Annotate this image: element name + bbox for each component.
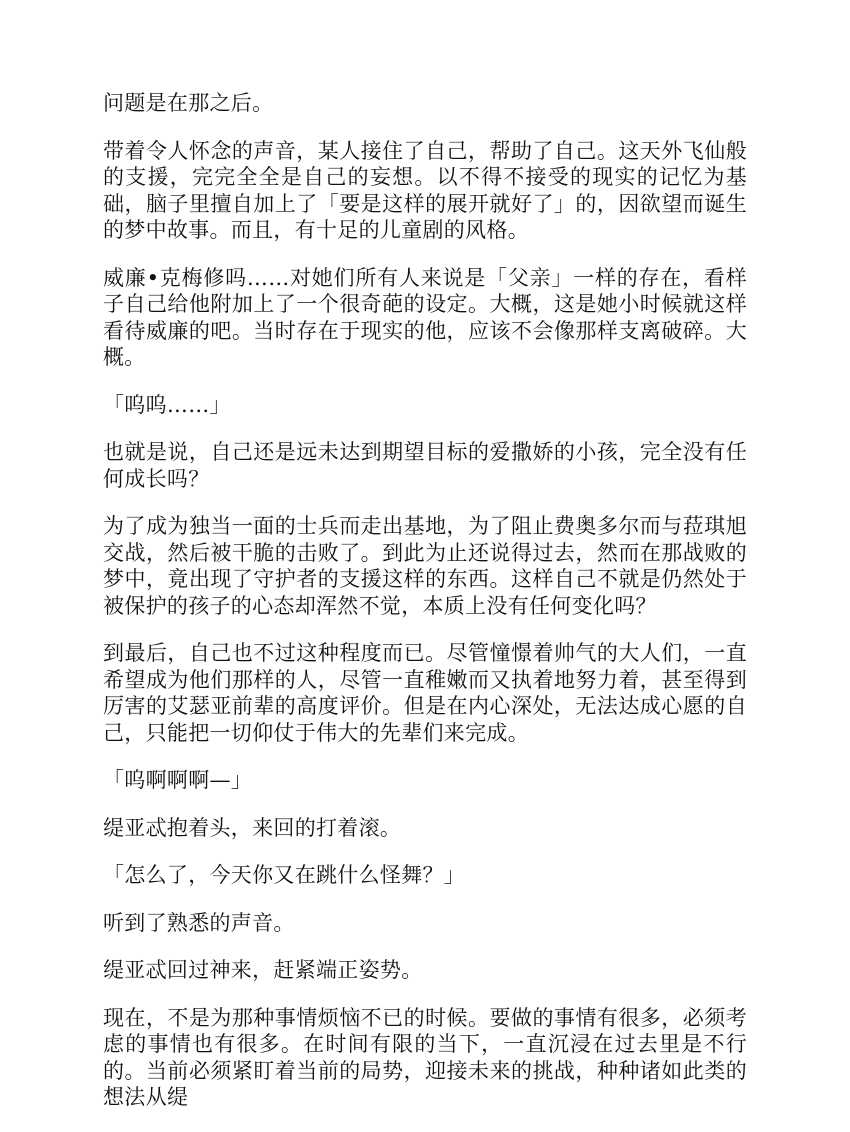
- paragraph-5: 也就是说，自己还是远未达到期望目标的爱撒娇的小孩，完全没有任何成长吗？: [103, 440, 747, 491]
- paragraph-12: 缇亚忒回过神来，赶紧端正姿势。: [103, 958, 423, 982]
- paragraph-4: 「呜呜……」: [103, 392, 231, 417]
- document-page: [103, 90, 747, 1132]
- paragraph-9: 缇亚忒抱着头，来回的打着滚。: [103, 815, 402, 840]
- paragraph-13: 现在，不是为那种事情烦恼不已的时候。要做的事情有很多，必须考虑的事情也有很多。在时间有限的当下，一直沉浸在过去里是不行的。当前必须紧盯着当前的局势，迎接未来的挑战，种种诸如此类的想法从缇: [103, 1005, 747, 1109]
- paragraph-11: 听到了熟悉的声音。: [103, 910, 295, 935]
- paragraph-7: 到最后，自己也不过这种程度而已。尽管憧憬着帅气的大人们，一直希望成为他们那样的人，尽管一直稚嫩而又执着地努力着，甚至得到厉害的艾瑟亚前辈的高度评价。但是在内心深处，无法达成心愿的自己，只能把一切仰仗于伟大的先辈们来完成。: [103, 641, 747, 745]
- paragraph-1: 问题是在那之后。: [103, 91, 274, 115]
- paragraph-3: 威廉•克梅修吗……对她们所有人来说是「父亲」一样的存在，看样子自己给他附加上了一个很奇葩的设定。大概，这是她小时候就这样看待威廉的吧。当时存在于现实的他，应该不会像那样支离破碎。大概。: [103, 265, 747, 369]
- paragraph-8: 「呜啊啊啊—」: [103, 768, 253, 792]
- paragraph-10: 「怎么了，今天你又在跳什么怪舞？」: [103, 863, 466, 887]
- paragraph-6: 为了成为独当一面的士兵而走出基地，为了阻止费奥多尔而与菈琪旭交战，然后被干脆的击败了。到此为止还说得过去，然而在那战败的梦中，竟出现了守护者的支援这样的东西。这样自己不就是仍然处于被保护的孩子的心态却浑然不觉，本质上没有任何变化吗？: [103, 514, 747, 618]
- paragraph-2: 带着令人怀念的声音，某人接住了自己，帮助了自己。这天外飞仙般的支援，完完全全是自己的妄想。以不得不接受的现实的记忆为基础，脑子里擅自加上了「要是这样的展开就好了」的，因欲望而诞生的梦中故事。而且，有十足的儿童剧的风格。: [103, 138, 747, 242]
